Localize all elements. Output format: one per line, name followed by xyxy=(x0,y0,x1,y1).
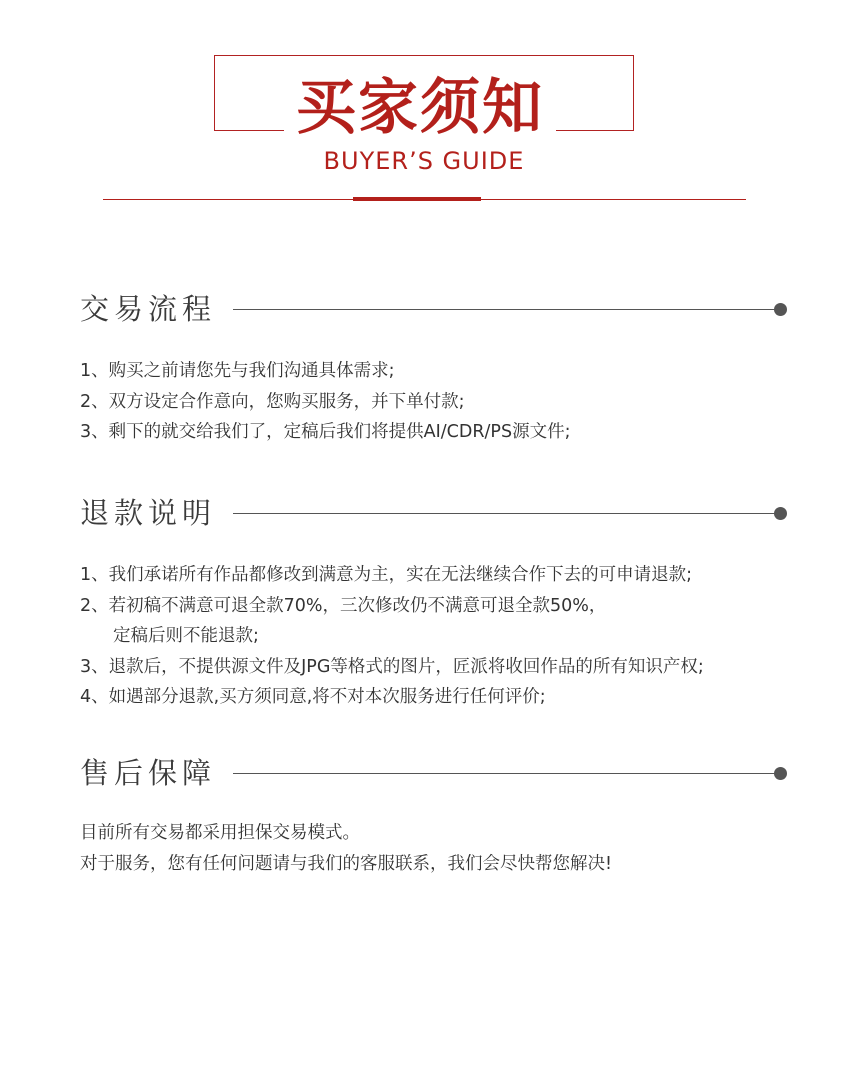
page-subtitle: BUYER’S GUIDE xyxy=(323,147,525,175)
trade-process-list xyxy=(80,356,800,448)
section-title: 售后保障 xyxy=(80,756,217,790)
section-rule-dot xyxy=(774,507,787,520)
section-heading-after-sales xyxy=(80,753,790,793)
section-title: 交易流程 xyxy=(80,292,217,326)
list-item: 4、如遇部分退款,买方须同意,将不对本次服务进行任何评价; xyxy=(80,687,546,707)
list-item: 1、购买之前请您先与我们沟通具体需求; xyxy=(80,361,395,381)
list-item: 3、剩下的就交给我们了，定稿后我们将提供AI/CDR/PS源文件; xyxy=(80,422,571,442)
list-item: 目前所有交易都采用担保交易模式。 xyxy=(80,823,360,843)
list-item: 3、退款后，不提供源文件及JPG等格式的图片，匠派将收回作品的所有知识产权; xyxy=(80,656,704,677)
section-rule-dot xyxy=(774,303,787,316)
list-item: 1、我们承诺所有作品都修改到满意为主，实在无法继续合作下去的可申请退款; xyxy=(80,565,693,585)
section-rule-dot xyxy=(774,767,787,780)
page-title: 买家须知 xyxy=(296,73,544,143)
refund-policy-list xyxy=(80,560,800,713)
list-item: 对于服务，您有任何问题请与我们的客服联系，我们会尽快帮您解决! xyxy=(80,853,613,874)
section-heading-trade-process xyxy=(80,289,790,329)
section-title: 退款说明 xyxy=(80,496,217,530)
list-item: 2、若初稿不满意可退全款70%，三次修改仍不满意可退全款50%， xyxy=(80,595,607,616)
page-header xyxy=(0,0,848,230)
section-rule xyxy=(233,513,779,514)
list-item: 2、双方设定合作意向，您购买服务，并下单付款; xyxy=(80,391,465,412)
header-divider-accent xyxy=(353,197,481,201)
after-sales-list xyxy=(80,818,800,879)
section-rule xyxy=(233,773,779,774)
list-item-continuation: 定稿后则不能退款; xyxy=(113,626,259,646)
section-rule xyxy=(233,309,779,310)
section-heading-refund-policy xyxy=(80,493,790,533)
